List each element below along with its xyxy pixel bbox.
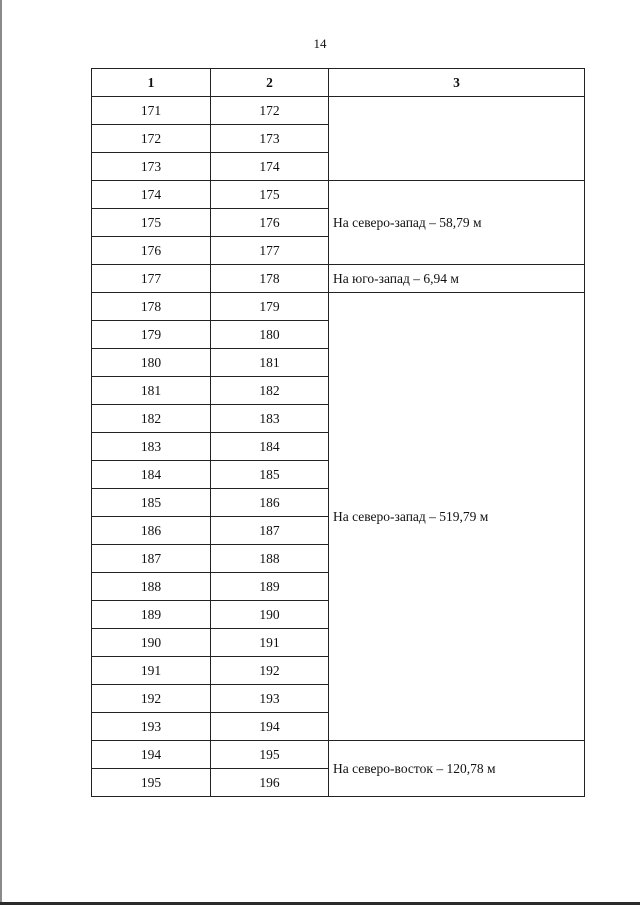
cell-direction-distance: На северо-запад – 519,79 м: [329, 293, 585, 741]
cell-point-to: 196: [211, 769, 329, 797]
cell-point-from: 189: [92, 601, 211, 629]
cell-point-to: 185: [211, 461, 329, 489]
cell-point-from: 188: [92, 573, 211, 601]
table-body: [92, 97, 585, 797]
header-col-2: 2: [211, 69, 329, 97]
cell-point-to: 192: [211, 657, 329, 685]
cell-point-to: 188: [211, 545, 329, 573]
cell-point-to: 193: [211, 685, 329, 713]
cell-point-from: 174: [92, 181, 211, 209]
cell-point-from: 177: [92, 265, 211, 293]
cell-point-to: 180: [211, 321, 329, 349]
table-header-row: [92, 69, 585, 97]
cell-point-to: 181: [211, 349, 329, 377]
page-number: 14: [313, 36, 327, 51]
cell-point-from: 180: [92, 349, 211, 377]
table-row: [92, 265, 585, 293]
cell-point-to: 174: [211, 153, 329, 181]
cell-point-to: 194: [211, 713, 329, 741]
cell-point-to: 190: [211, 601, 329, 629]
page-left-edge: [0, 0, 2, 903]
cell-point-from: 183: [92, 433, 211, 461]
cell-point-to: 176: [211, 209, 329, 237]
header-col-1: 1: [92, 69, 211, 97]
cell-point-from: 182: [92, 405, 211, 433]
cell-point-from: 171: [92, 97, 211, 125]
cell-direction-distance: На северо-восток – 120,78 м: [329, 741, 585, 797]
cell-point-from: 175: [92, 209, 211, 237]
table-row: [92, 293, 585, 321]
cell-point-to: 178: [211, 265, 329, 293]
table-row: [92, 97, 585, 125]
cell-point-to: 172: [211, 97, 329, 125]
cell-direction-distance: На юго-запад – 6,94 м: [329, 265, 585, 293]
cell-point-to: 177: [211, 237, 329, 265]
cell-point-from: 194: [92, 741, 211, 769]
cell-point-from: 178: [92, 293, 211, 321]
cell-point-to: 179: [211, 293, 329, 321]
cell-point-from: 179: [92, 321, 211, 349]
cell-point-to: 191: [211, 629, 329, 657]
cell-point-to: 182: [211, 377, 329, 405]
cell-direction-distance: На северо-запад – 58,79 м: [329, 181, 585, 265]
cell-point-to: 183: [211, 405, 329, 433]
header-col-3: 3: [329, 69, 585, 97]
cell-point-from: 187: [92, 545, 211, 573]
cell-point-from: 191: [92, 657, 211, 685]
cell-point-to: 175: [211, 181, 329, 209]
cell-point-from: 173: [92, 153, 211, 181]
cell-point-from: 184: [92, 461, 211, 489]
cell-point-from: 192: [92, 685, 211, 713]
cell-point-from: 176: [92, 237, 211, 265]
cell-point-to: 173: [211, 125, 329, 153]
cell-point-to: 189: [211, 573, 329, 601]
cell-point-to: 186: [211, 489, 329, 517]
cell-point-from: 190: [92, 629, 211, 657]
table-row: [92, 181, 585, 209]
cell-point-to: 187: [211, 517, 329, 545]
cell-point-to: 195: [211, 741, 329, 769]
coordinates-table: [91, 68, 585, 797]
cell-point-from: 195: [92, 769, 211, 797]
cell-point-from: 186: [92, 517, 211, 545]
cell-point-from: 181: [92, 377, 211, 405]
cell-point-from: 193: [92, 713, 211, 741]
cell-point-from: 172: [92, 125, 211, 153]
cell-point-from: 185: [92, 489, 211, 517]
cell-direction-distance: [329, 97, 585, 181]
cell-point-to: 184: [211, 433, 329, 461]
table-row: [92, 741, 585, 769]
